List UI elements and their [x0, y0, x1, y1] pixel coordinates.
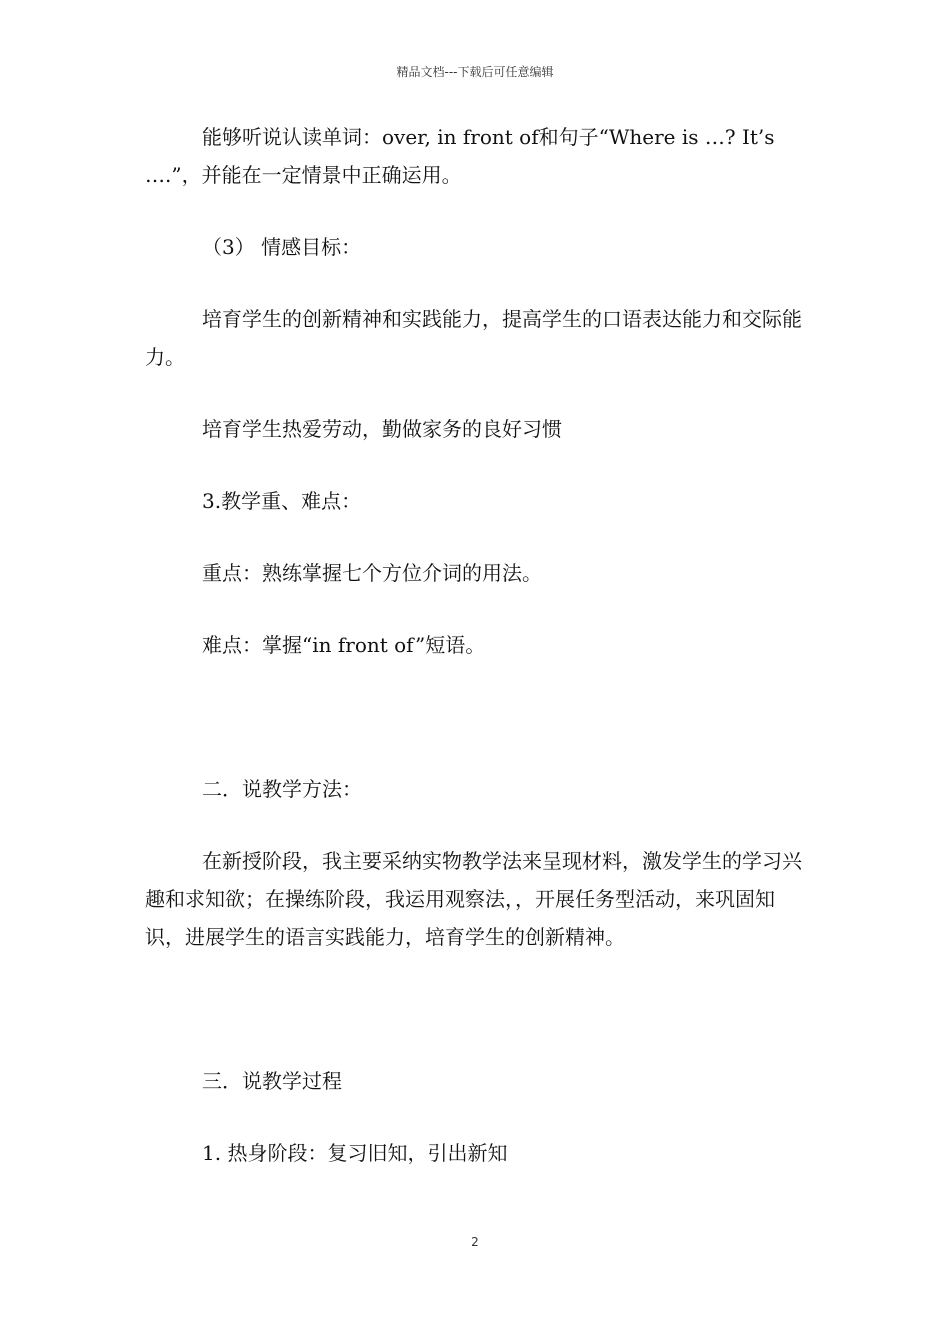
heading-key-points: 3.教学重、难点： [202, 489, 362, 513]
paragraph-difficult-point: 难点：掌握“in front of”短语。 [202, 633, 486, 657]
paragraph-teaching-method: 在新授阶段，我主要采纳实物教学法来呈现材料，激发学生的学习兴趣和求知欲；在操练阶段，我运用观察法，，开展任务型活动，来巩固知识，进展学生的语言实践能力，培育学生的创新精神。 [145, 849, 802, 949]
heading-teaching-process: 三．说教学过程 [202, 1069, 342, 1093]
heading-teaching-method: 二．说教学方法： [202, 777, 362, 801]
page-header: 精品文档---下载后可任意编辑 [396, 65, 554, 79]
page-number: 2 [471, 1235, 479, 1249]
paragraph-key-point: 重点：熟练掌握七个方位介词的用法。 [202, 561, 542, 585]
paragraph-warmup: 1. 热身阶段：复习旧知，引出新知 [202, 1141, 508, 1165]
paragraph-language-goal: 能够听说认读单词：over, in front of和句子“Where is …? It’s ….”，并能在一定情景中正确运用。 [145, 125, 775, 187]
paragraph-housework: 培育学生热爱劳动，勤做家务的良好习惯 [202, 417, 562, 441]
paragraph-innovation: 培育学生的创新精神和实践能力，提高学生的口语表达能力和交际能力。 [145, 307, 802, 369]
heading-emotion-goal: （3） 情感目标： [202, 235, 362, 259]
